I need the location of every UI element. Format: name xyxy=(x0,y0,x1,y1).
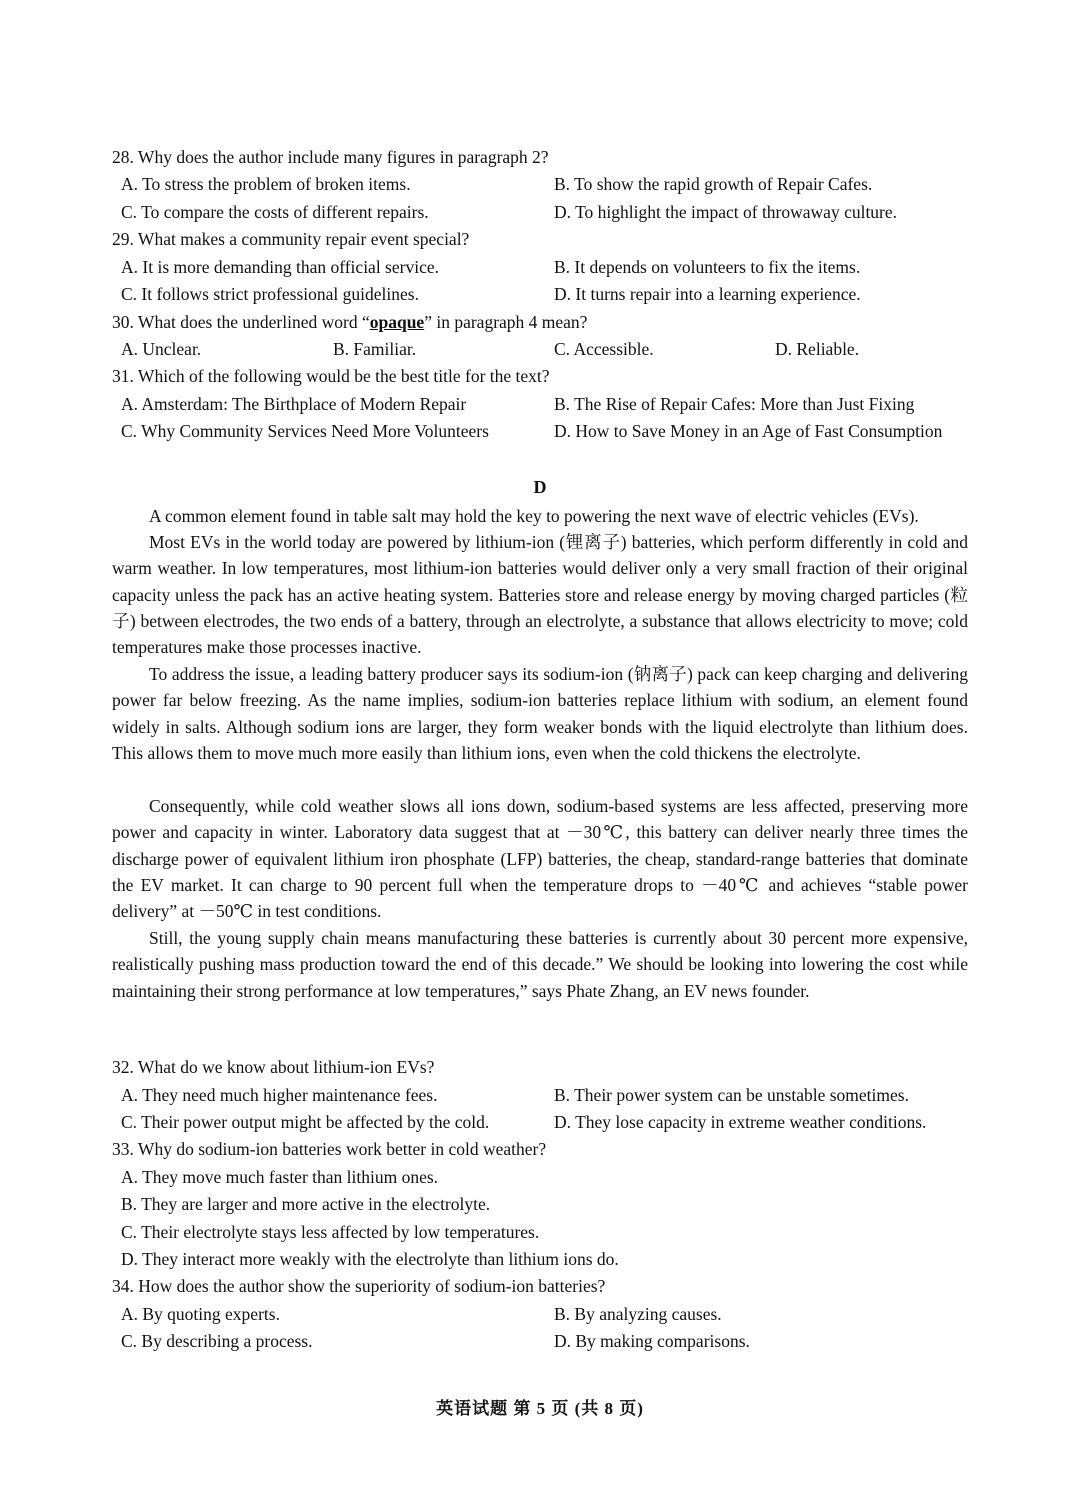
question-28-option-c: C. To compare the costs of different repairs. xyxy=(121,202,429,222)
question-33-option-c: C. Their electrolyte stays less affected by low temperatures. xyxy=(121,1222,540,1242)
question-31-option-d: D. How to Save Money in an Age of Fast Consumption xyxy=(554,421,943,441)
question-34-option-b: B. By analyzing causes. xyxy=(554,1304,722,1324)
question-29-option-d: D. It turns repair into a learning experience. xyxy=(554,284,861,304)
question-29-option-c: C. It follows strict professional guidelines. xyxy=(121,284,419,304)
question-28-option-b: B. To show the rapid growth of Repair Cafes. xyxy=(554,174,873,194)
question-31-stem: 31. Which of the following would be the best title for the text? xyxy=(112,366,550,386)
question-31-option-a: A. Amsterdam: The Birthplace of Modern Repair xyxy=(121,394,467,414)
question-30-stem-pre: 30. What does the underlined word “ xyxy=(112,312,370,332)
question-34-option-a: A. By quoting experts. xyxy=(121,1304,280,1324)
question-30-option-b: B. Familiar. xyxy=(333,339,417,359)
passage-paragraph-3: To address the issue, a leading battery producer says its sodium-ion (钠离子) pack can keep charging and delivering power far below freezing. As the name implies, sodium-ion batteries replace lithium with sodium, an element found widely in salts. Although sodium ions are larger, they form weaker bonds with the liquid electrolyte than lithium does. This allows them to move much more easily than lithium ions, even when the cold thickens the electrolyte. xyxy=(112,664,968,763)
passage-paragraph-5: Still, the young supply chain means manufacturing these batteries is currently about 30 percent more expensive, realistically pushing mass production toward the end of this decade.” We should be looking into lowering the cost while maintaining their strong performance at low temperatures,” says Phate Zhang, an EV news founder. xyxy=(112,928,968,1001)
question-30-stem-post: ” in paragraph 4 mean? xyxy=(424,312,588,332)
passage-paragraph-1: A common element found in table salt may hold the key to powering the next wave of electric vehicles (EVs). xyxy=(149,506,919,526)
question-32-option-a: A. They need much higher maintenance fees. xyxy=(121,1085,438,1105)
underlined-word: opaque xyxy=(369,312,425,332)
question-33-stem: 33. Why do sodium-ion batteries work better in cold weather? xyxy=(112,1139,547,1159)
section-title: D xyxy=(533,477,547,497)
question-29-option-a: A. It is more demanding than official service. xyxy=(121,257,439,277)
question-32-stem: 32. What do we know about lithium-ion EVs? xyxy=(112,1057,435,1077)
question-30-option-c: C. Accessible. xyxy=(554,339,654,359)
page-footer: 英语试题 第 5 页 (共 8 页) xyxy=(436,1399,644,1418)
question-28-stem: 28. Why does the author include many figures in paragraph 2? xyxy=(112,147,549,167)
question-33-option-a: A. They move much faster than lithium ones. xyxy=(121,1167,439,1187)
question-33-option-b: B. They are larger and more active in the electrolyte. xyxy=(121,1194,491,1214)
question-30-stem xyxy=(112,312,587,333)
question-32-option-d: D. They lose capacity in extreme weather conditions. xyxy=(554,1112,927,1132)
question-28-option-d: D. To highlight the impact of throwaway culture. xyxy=(554,202,898,222)
passage-paragraph-4: Consequently, while cold weather slows all ions down, sodium-based systems are less affected, preserving more power and capacity in winter. Laboratory data suggest that at －30℃, this battery can deliver nearly three times the discharge power of equivalent lithium iron phosphate (LFP) batteries, the cheap, standard-range batteries that dominate the EV market. It can charge to 90 percent full when the temperature drops to －40℃ and achieves “stable power delivery” at －50℃ in test conditions. xyxy=(112,796,968,922)
question-34-option-c: C. By describing a process. xyxy=(121,1331,313,1351)
question-29-stem: 29. What makes a community repair event special? xyxy=(112,229,470,249)
question-34-option-d: D. By making comparisons. xyxy=(554,1331,750,1351)
question-32-option-b: B. Their power system can be unstable sometimes. xyxy=(554,1085,909,1105)
question-28-option-a: A. To stress the problem of broken items. xyxy=(121,174,411,194)
question-33-option-d: D. They interact more weakly with the electrolyte than lithium ions do. xyxy=(121,1249,619,1269)
question-31-option-c: C. Why Community Services Need More Volunteers xyxy=(121,421,489,441)
question-30-option-a: A. Unclear. xyxy=(121,339,202,359)
question-29-option-b: B. It depends on volunteers to fix the items. xyxy=(554,257,861,277)
passage-paragraph-2: Most EVs in the world today are powered by lithium-ion (锂离子) batteries, which perform differently in cold and warm weather. In low temperatures, most lithium-ion batteries would deliver only a very small fraction of their original capacity unless the pack has an active heating system. Batteries store and release energy by moving charged particles (粒子) between electrodes, the two ends of a battery, through an electrolyte, a substance that allows electricity to move; cold temperatures make those processes inactive. xyxy=(112,532,968,658)
question-34-stem: 34. How does the author show the superiority of sodium-ion batteries? xyxy=(112,1276,606,1296)
question-32-option-c: C. Their power output might be affected by the cold. xyxy=(121,1112,490,1132)
question-30-option-d: D. Reliable. xyxy=(775,339,860,359)
question-31-option-b: B. The Rise of Repair Cafes: More than Just Fixing xyxy=(554,394,915,414)
